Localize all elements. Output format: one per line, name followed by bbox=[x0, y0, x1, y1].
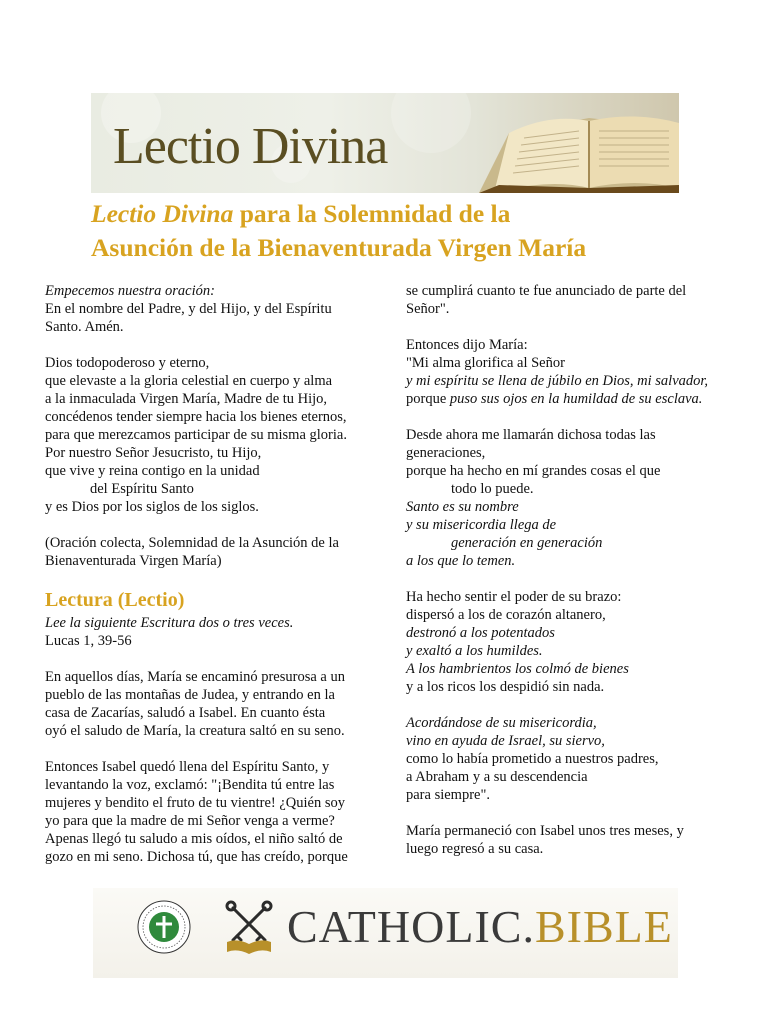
crossed-keys-icon bbox=[223, 900, 275, 954]
prayer-line: y es Dios por los siglos de los siglos. bbox=[45, 499, 259, 515]
usccb-seal-icon bbox=[136, 899, 192, 955]
title-italic: Lectio Divina bbox=[91, 199, 234, 228]
reading-line: se cumplirá cuanto te fue anunciado de parte del bbox=[406, 283, 687, 299]
reading-line: mujeres y bendito el fruto de tu vientre! ¿Quién soy bbox=[45, 795, 345, 811]
magnificat-line: "Mi alma glorifica al Señor bbox=[406, 355, 565, 371]
reading-line: En aquellos días, María se encaminó presurosa a un bbox=[45, 669, 345, 685]
magnificat-line: porque ha hecho en mí grandes cosas el que bbox=[406, 463, 661, 479]
prayer-line: que vive y reina contigo en la unidad bbox=[45, 463, 260, 479]
magnificat-line: a Abraham y a su descendencia bbox=[406, 769, 588, 785]
magnificat-text-italic: puso sus ojos en la humildad de su esclava. bbox=[449, 391, 703, 407]
magnificat-line: como lo había prometido a nuestros padres, bbox=[406, 751, 659, 767]
reading-line: gozo en mi seno. Dichosa tú, que has creído, porque bbox=[45, 849, 348, 865]
title-line1: para la Solemnidad de la bbox=[233, 199, 511, 228]
collect-line: (Oración colecta, Solemnidad de la Asunción de la bbox=[45, 535, 339, 551]
header-banner bbox=[91, 93, 679, 193]
magnificat-line: a los que lo temen. bbox=[406, 553, 516, 569]
prayer-line: del Espíritu Santo bbox=[90, 481, 194, 497]
magnificat-line: Desde ahora me llamarán dichosa todas las bbox=[406, 427, 656, 443]
reading-line: Entonces Isabel quedó llena del Espíritu Santo, y bbox=[45, 759, 330, 775]
prayer-line: para que merezcamos participar de su misma gloria. bbox=[45, 427, 347, 443]
left-column bbox=[45, 282, 365, 866]
opening-label: Empecemos nuestra oración: bbox=[45, 283, 215, 299]
reading-line: Apenas llegó tu saludo a mis oídos, el niño saltó de bbox=[45, 831, 343, 847]
page-title bbox=[91, 197, 691, 265]
magnificat-line: generaciones, bbox=[406, 445, 486, 461]
magnificat-line: y mi espíritu se llena de júbilo en Dios, mi salvador, bbox=[406, 373, 709, 389]
magnificat-line: y exaltó a los humildes. bbox=[406, 643, 543, 659]
magnificat-line: dispersó a los de corazón altanero, bbox=[406, 607, 606, 623]
magnificat-line: Santo es su nombre bbox=[406, 499, 519, 515]
magnificat-line: Ha hecho sentir el poder de su brazo: bbox=[406, 589, 622, 605]
magnificat-line: vino en ayuda de Israel, su siervo, bbox=[406, 733, 605, 749]
brand-part-2: BIBLE bbox=[534, 901, 673, 952]
prayer-line: que elevaste a la gloria celestial en cuerpo y alma bbox=[45, 373, 333, 389]
banner-title: Lectio Divina bbox=[113, 118, 388, 175]
open-book-icon bbox=[439, 93, 679, 193]
text-line: Santo. Amén. bbox=[45, 319, 124, 335]
prayer-line: Dios todopoderoso y eterno, bbox=[45, 355, 210, 371]
brand-part-1: CATHOLIC. bbox=[287, 901, 535, 952]
magnificat-line: generación en generación bbox=[451, 535, 603, 551]
catholic-bible-logo bbox=[287, 900, 673, 953]
magnificat-line: Acordándose de su misericordia, bbox=[406, 715, 597, 731]
footer-banner bbox=[93, 888, 678, 978]
reading-line: luego regresó a su casa. bbox=[406, 841, 544, 857]
collect-line: Bienaventurada Virgen María) bbox=[45, 553, 222, 569]
magnificat-line: todo lo puede. bbox=[451, 481, 534, 497]
reading-line: María permaneció con Isabel unos tres meses, y bbox=[406, 823, 684, 839]
prayer-line: concédenos tender siempre hacia los bienes eternos, bbox=[45, 409, 347, 425]
magnificat-line: para siempre". bbox=[406, 787, 491, 803]
reading-line: pueblo de las montañas de Judea, y entrando en la bbox=[45, 687, 335, 703]
scripture-reference: Lucas 1, 39-56 bbox=[45, 633, 132, 649]
magnificat-line: y su misericordia llega de bbox=[406, 517, 557, 533]
title-line2: Asunción de la Bienaventurada Virgen María bbox=[91, 233, 587, 262]
text-line: En el nombre del Padre, y del Hijo, y del Espíritu bbox=[45, 301, 332, 317]
reading-line: oyó el saludo de María, la creatura saltó en su seno. bbox=[45, 723, 345, 739]
instruction: Lee la siguiente Escritura dos o tres veces. bbox=[45, 615, 294, 631]
section-heading-lectura: Lectura (Lectio) bbox=[45, 589, 185, 611]
prayer-line: Por nuestro Señor Jesucristo, tu Hijo, bbox=[45, 445, 262, 461]
right-column bbox=[406, 282, 736, 858]
magnificat-text: porque bbox=[406, 391, 450, 407]
magnificat-line bbox=[406, 390, 736, 408]
reading-line: casa de Zacarías, saludó a Isabel. En cuanto ésta bbox=[45, 705, 326, 721]
reading-line: Señor". bbox=[406, 301, 450, 317]
magnificat-line: destronó a los potentados bbox=[406, 625, 555, 641]
reading-line: levantando la voz, exclamó: "¡Bendita tú entre las bbox=[45, 777, 335, 793]
magnificat-line: y a los ricos los despidió sin nada. bbox=[406, 679, 605, 695]
magnificat-intro: Entonces dijo María: bbox=[406, 337, 528, 353]
reading-line: yo para que la madre de mi Señor venga a verme? bbox=[45, 813, 335, 829]
prayer-line: a la inmaculada Virgen María, Madre de tu Hijo, bbox=[45, 391, 328, 407]
magnificat-line: A los hambrientos los colmó de bienes bbox=[406, 661, 629, 677]
